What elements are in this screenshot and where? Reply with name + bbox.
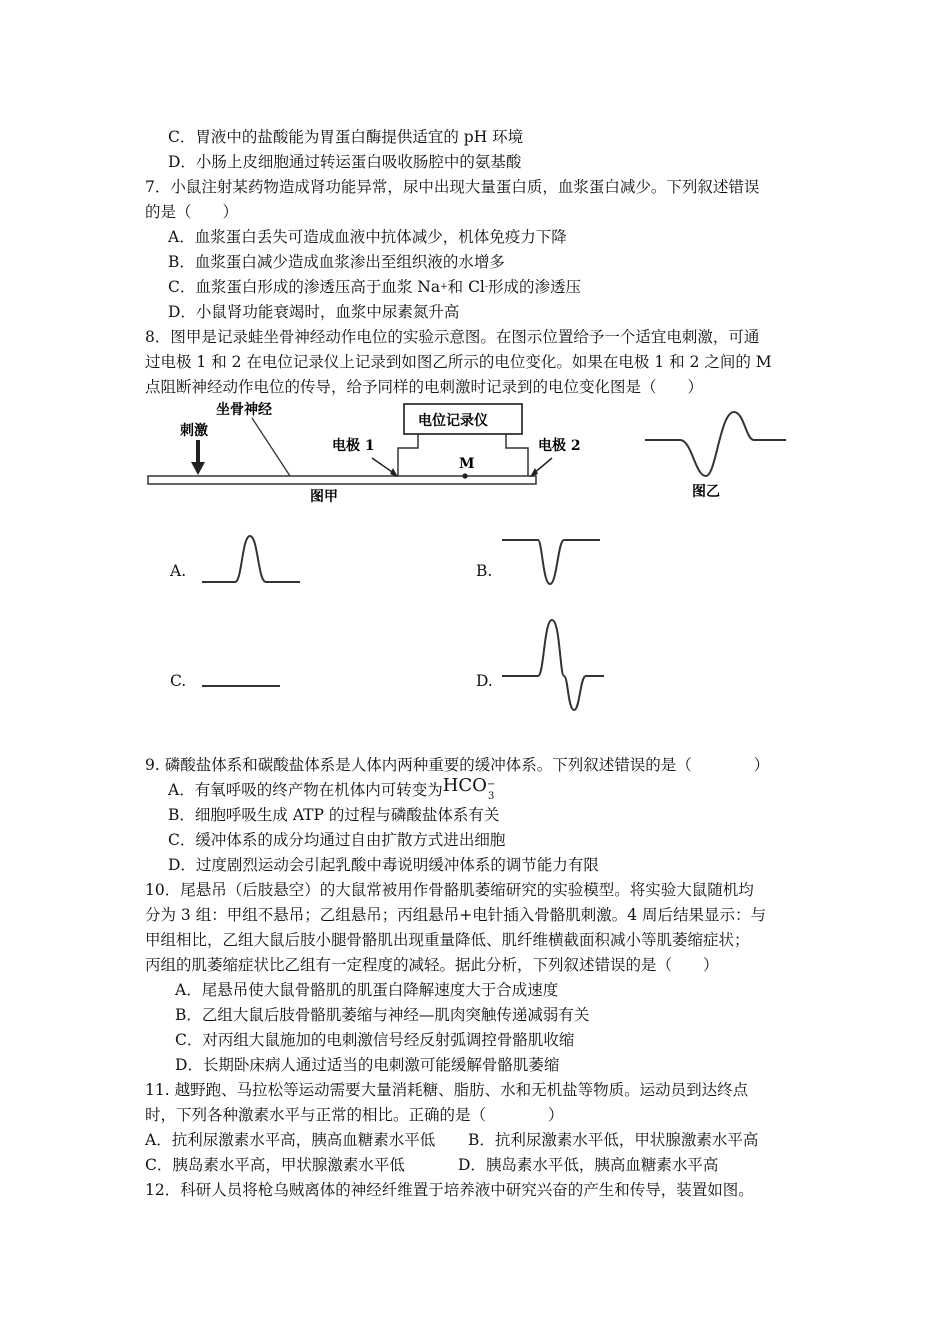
q8-option-d-label: D. [476, 672, 493, 690]
q6-option-c: C．胃液中的盐酸能为胃蛋白酶提供适宜的 pH 环境 [168, 128, 524, 146]
electrode2-label: 电极 2 [538, 438, 581, 454]
q7-stem-line1: 7．小鼠注射某药物造成肾功能异常，尿中出现大量蛋白质，血浆蛋白减少。下列叙述错误 [145, 178, 760, 196]
electrode1-lead [398, 434, 418, 476]
point-m-label: M [459, 456, 475, 472]
q10-stem-line1: 10．尾悬吊（后肢悬空）的大鼠常被用作骨骼肌萎缩研究的实验模型。将实验大鼠随机均 [145, 881, 754, 899]
q12-stem: 12．科研人员将枪乌贼离体的神经纤维置于培养液中研究兴奋的产生和传导，装置如图。 [145, 1181, 754, 1199]
nerve-leader-line [252, 418, 290, 476]
bicarbonate-base: HCO [442, 775, 487, 796]
q10-stem-line3: 甲组相比，乙组大鼠后肢小腿骨骼肌出现重量降低、肌纤维横截面积减小等肌萎缩症状； [145, 931, 750, 949]
q9-option-a-text: A．有氧呼吸的终产物在机体内可转变为 [168, 781, 443, 799]
point-m-dot [462, 473, 467, 478]
q7-option-c-post: 形成的渗透压 [487, 278, 581, 296]
q9-option-d: D．过度剧烈运动会引起乳酸中毒说明缓冲体系的调节能力有限 [168, 856, 599, 874]
stimulus-arrow-head [191, 462, 205, 475]
experiment-diagram [140, 398, 800, 510]
q9-option-c: C．缓冲体系的成分均通过自由扩散方式进出细胞 [168, 831, 506, 849]
sciatic-nerve [148, 476, 536, 484]
q8-option-b-label: B. [476, 562, 493, 580]
q7-stem-line2: 的是（ ） [145, 203, 239, 221]
q11-option-d: D．胰岛素水平低，胰高血糖素水平高 [458, 1156, 719, 1174]
q7-option-c-mid: 和 Cl [447, 278, 485, 296]
electrode2-lead [506, 434, 528, 476]
q10-option-d: D．长期卧床病人通过适当的电刺激可能缓解骨骼肌萎缩 [175, 1056, 560, 1074]
q8-option-c-label: C. [170, 672, 187, 690]
q10-option-b: B．乙组大鼠后肢骨骼肌萎缩与神经—肌肉突触传递减弱有关 [175, 1006, 590, 1024]
q9-option-b: B．细胞呼吸生成 ATP 的过程与磷酸盐体系有关 [168, 806, 500, 824]
q9-stem: 9. 磷酸盐体系和碳酸盐体系是人体内两种重要的缓冲体系。下列叙述错误的是（ ） [145, 756, 770, 774]
q11-option-c: C．胰岛素水平高，甲状腺激素水平低 [145, 1156, 405, 1174]
bicarbonate-charge: − [486, 779, 496, 790]
q11-stem-line1: 11. 越野跑、马拉松等运动需要大量消耗糖、脂肪、水和无机盐等物质。运动员到达终点 [145, 1081, 749, 1099]
stimulus-label: 刺激 [180, 423, 208, 439]
option-a-waveform [200, 530, 305, 590]
q11-stem-line2: 时，下列各种激素水平与正常的相比。正确的是（ ） [145, 1106, 564, 1124]
option-c-waveform [200, 680, 285, 692]
option-b-waveform [500, 532, 602, 592]
q10-stem-line4: 丙组的肌萎缩症状比乙组有一定程度的减轻。据此分析，下列叙述错误的是（ ） [145, 956, 719, 974]
q7-option-b: B．血浆蛋白减少造成血浆渗出至组织液的水增多 [168, 253, 505, 271]
electrode1-label: 电极 1 [332, 438, 375, 454]
q10-option-a: A．尾悬吊使大鼠骨骼肌的肌蛋白降解速度大于合成速度 [175, 981, 559, 999]
q8-stem-line3: 点阻断神经动作电位的传导，给予同样的电刺激时记录到的电位变化图是（ ） [145, 378, 704, 396]
option-d-curve [502, 620, 604, 710]
option-b-curve [502, 540, 600, 584]
recorder-label: 电位记录仪 [418, 413, 488, 429]
q8-option-a-label: A. [170, 562, 187, 580]
sodium-charge: + [440, 282, 448, 292]
bicarbonate-formula [442, 775, 496, 802]
q10-stem-line2: 分为 3 组：甲组不悬吊；乙组悬吊；丙组悬吊+电针插入骨骼肌刺激。4 周后结果显示：与 [145, 906, 766, 924]
bicarbonate-subscript: 3 [487, 791, 495, 802]
q9-option-a [168, 775, 496, 802]
option-d-waveform [500, 616, 608, 716]
q11-option-b: B．抗利尿激素水平低，甲状腺激素水平高 [468, 1131, 759, 1149]
chloride-charge: - [484, 282, 488, 292]
q8-stem-line2: 过电极 1 和 2 在电位记录仪上记录到如图乙所示的电位变化。如果在电极 1 和 2 之间的 M [145, 353, 772, 371]
q10-option-c: C．对丙组大鼠施加的电刺激信号经反射弧调控骨骼肌收缩 [175, 1031, 575, 1049]
q7-option-c-pre: C．血浆蛋白形成的渗透压高于血浆 Na [168, 278, 441, 296]
figure-b-waveform [645, 412, 786, 476]
q8-stem-line1: 8．图甲是记录蛙坐骨神经动作电位的实验示意图。在图示位置给予一个适宜电刺激，可通 [145, 328, 760, 346]
figure-a-caption: 图甲 [310, 489, 338, 505]
q7-option-d: D．小鼠肾功能衰竭时，血浆中尿素氮升高 [168, 303, 460, 321]
figure-b-caption: 图乙 [692, 484, 720, 500]
nerve-label: 坐骨神经 [216, 402, 272, 418]
q7-option-c [168, 276, 581, 298]
q6-option-d: D．小肠上皮细胞通过转运蛋白吸收肠腔中的氨基酸 [168, 153, 522, 171]
q11-option-a: A．抗利尿激素水平高，胰高血糖素水平低 [145, 1131, 436, 1149]
q7-option-a: A．血浆蛋白丢失可造成血液中抗体减少，机体免疫力下降 [168, 228, 567, 246]
option-a-curve [202, 536, 300, 582]
